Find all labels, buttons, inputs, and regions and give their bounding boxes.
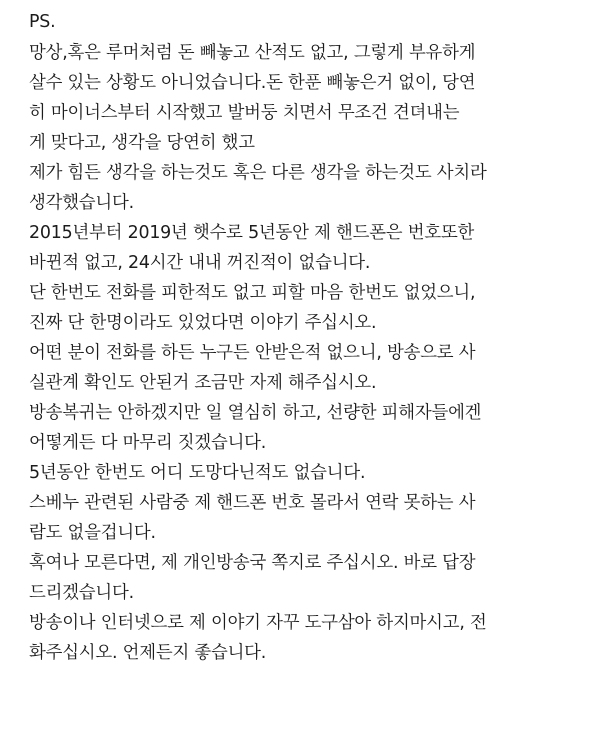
text-line: 게 맞다고, 생각을 당연히 했고	[29, 133, 255, 153]
text-line: 스베누 관련된 사람중 제 핸드폰 번호 몰라서 연락 못하는 사	[29, 493, 476, 513]
text-line: 5년동안 한번도 어디 도망다닌적도 없습니다.	[29, 463, 366, 483]
text-line: 히 마이너스부터 시작했고 발버둥 치면서 무조건 견뎌내는	[29, 103, 460, 123]
text-line: 실관계 확인도 안된거 조금만 자제 해주십시오.	[29, 373, 377, 393]
text-line: 어떻게든 다 마무리 짓겠습니다.	[29, 433, 267, 453]
ps-heading: PS.	[29, 12, 56, 32]
text-line: 방송복귀는 안하겠지만 일 열심히 하고, 선량한 피해자들에겐	[29, 403, 482, 423]
text-line: 람도 없을겁니다.	[29, 523, 156, 543]
text-line: 화주십시오. 언제든지 좋습니다.	[29, 643, 267, 663]
text-line: 방송이나 인터넷으로 제 이야기 자꾸 도구삼아 하지마시고, 전	[29, 613, 487, 633]
text-line: 혹여나 모른다면, 제 개인방송국 쪽지로 주십시오. 바로 답장	[29, 553, 476, 573]
text-line: 단 한번도 전화를 피한적도 없고 피할 마음 한번도 없었으니,	[29, 283, 476, 303]
text-line: 망상,혹은 루머처럼 돈 빼놓고 산적도 없고, 그렇게 부유하게	[29, 43, 476, 63]
text-line: 드리겠습니다.	[29, 583, 134, 603]
text-line: 바뀐적 없고, 24시간 내내 꺼진적이 없습니다.	[29, 253, 371, 273]
text-line: 어떤 분이 전화를 하든 누구든 안받은적 없으니, 방송으로 사	[29, 343, 476, 363]
text-line: 살수 있는 상황도 아니었습니다.돈 한푼 빼놓은거 없이, 당연	[29, 73, 476, 93]
text-line: 생각했습니다.	[29, 193, 134, 213]
text-line: 진짜 단 한명이라도 있었다면 이야기 주십시오.	[29, 313, 377, 333]
text-line: 2015년부터 2019년 햇수로 5년동안 제 핸드폰은 번호또한	[29, 223, 475, 243]
text-line: 제가 힘든 생각을 하는것도 혹은 다른 생각을 하는것도 사치라	[29, 163, 487, 183]
statement-document	[29, 6, 589, 668]
